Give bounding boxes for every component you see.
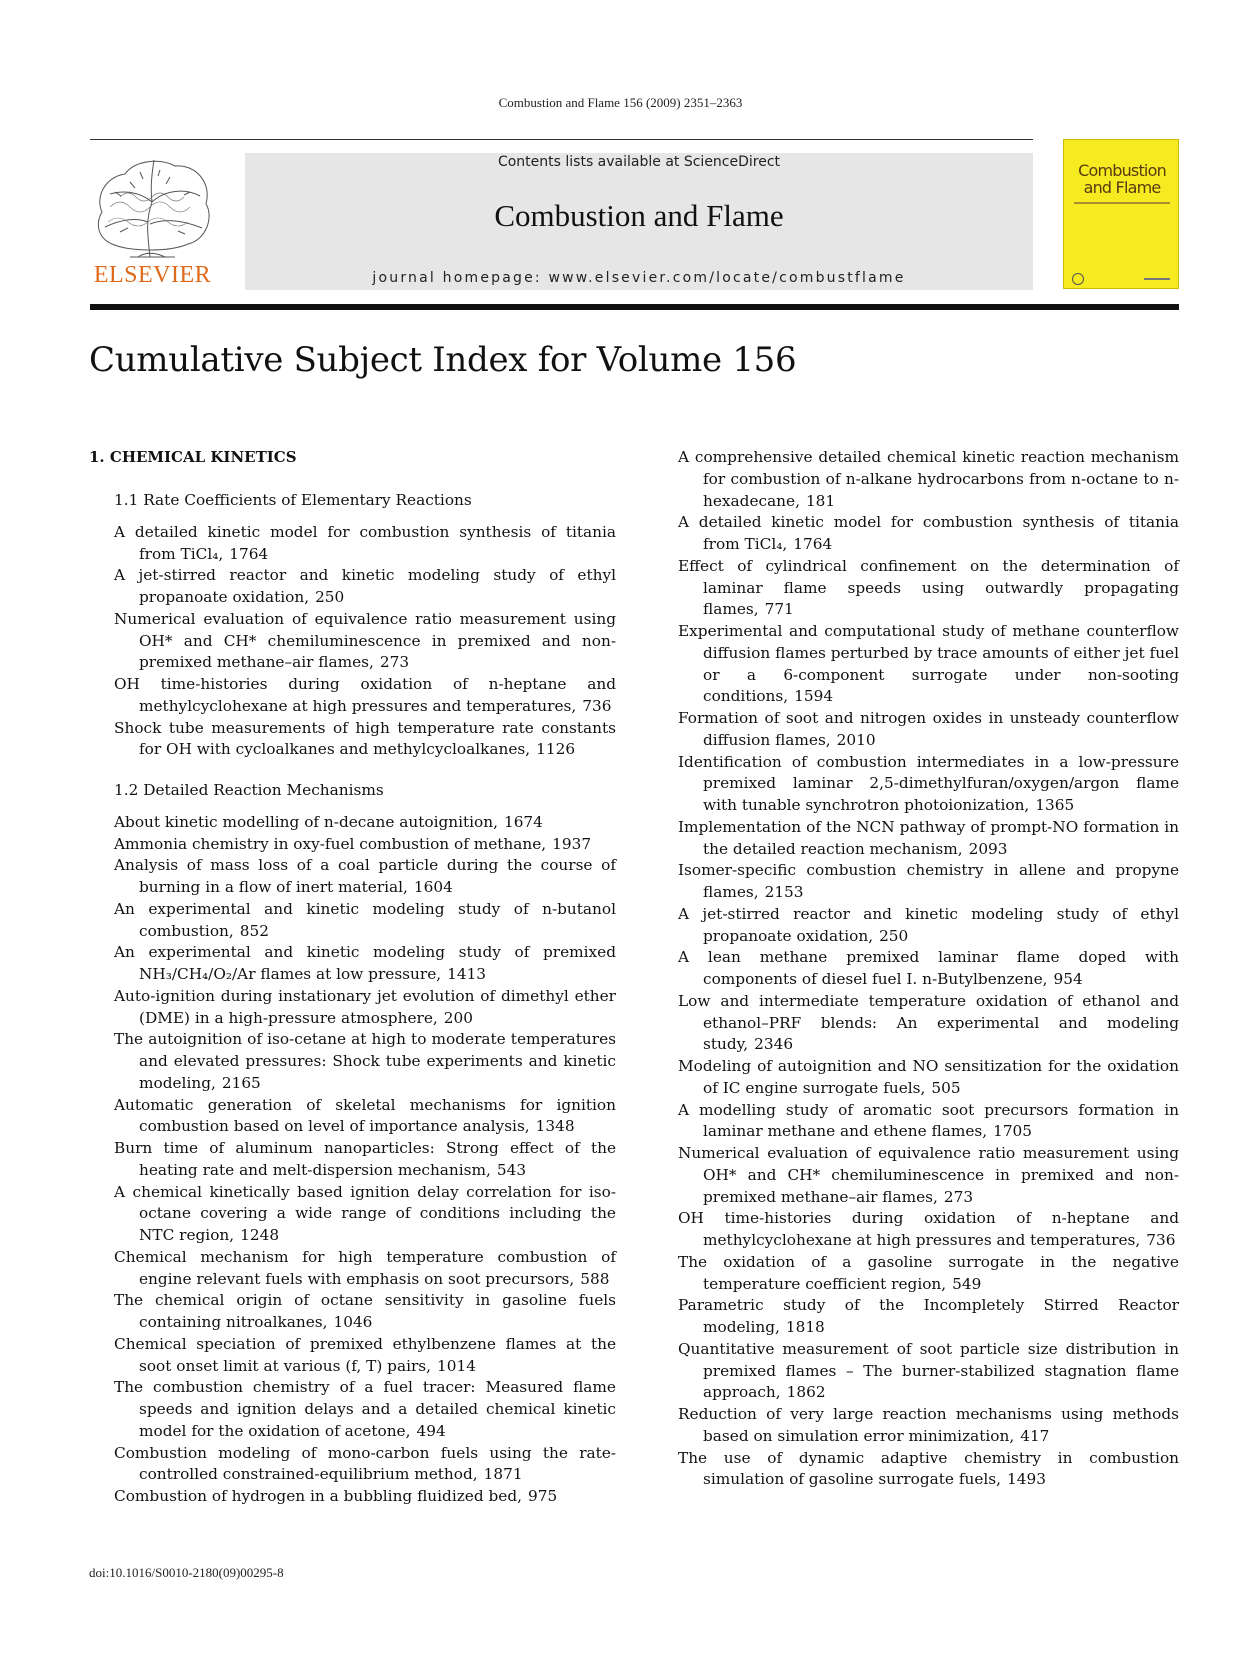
entry-page-number[interactable]: 1126 [536, 740, 576, 759]
entry-page-number[interactable]: 736 [582, 696, 612, 715]
entry-page-number[interactable]: 1818 [785, 1318, 825, 1336]
entry-title: Chemical speciation of premixed ethylbenzene flames at the soot onset limit at various (f, T) pairs, [114, 1334, 616, 1375]
subsection-title: 1.2 Detailed Reaction Mechanisms [114, 781, 384, 799]
index-entry [114, 855, 616, 899]
entry-title: The oxidation of a gasoline surrogate in the negative temperature coefficient region, [678, 1252, 1179, 1293]
entry-title: Identification of combustion intermediates in a low-pressure premixed laminar 2,5-dimethylfuran/oxygen/argon flame with tunable synchrotron photoionization, [678, 752, 1179, 814]
page-title: Cumulative Subject Index for Volume 156 [89, 340, 797, 380]
entry-title: Formation of soot and nitrogen oxides in unsteady counterflow diffusion flames, [678, 709, 1179, 749]
entry-page-number[interactable]: 1604 [413, 878, 453, 896]
entry-page-number[interactable]: 1365 [1035, 796, 1075, 814]
entry-page-number[interactable]: 1764 [793, 535, 833, 553]
entry-page-number[interactable]: 1046 [333, 1313, 373, 1331]
entry-title: An experimental and kinetic modeling study of n-butanol combustion, [114, 899, 616, 940]
entry-page-number[interactable]: 200 [443, 1008, 473, 1027]
index-entry [114, 1377, 616, 1442]
entry-title: A lean methane premixed laminar flame doped with components of diesel fuel I. n-Butylbenzene, [678, 948, 1179, 988]
entry-title: A comprehensive detailed chemical kinetic reaction mechanism for combustion of n-alkane hydrocarbons from n-octane to n-hexadecane, [678, 448, 1179, 510]
journal-cover-thumbnail [1063, 139, 1179, 289]
index-entry [114, 1138, 616, 1182]
journal-banner [245, 153, 1033, 290]
index-entry [678, 817, 1179, 861]
entry-title: Numerical evaluation of equivalence ratio measurement using OH* and CH* chemiluminescence in premixed and non-premixed methane–air flames, [678, 1144, 1179, 1206]
index-entry [114, 609, 616, 674]
entry-title: Reduction of very large reaction mechanisms using methods based on simulation error minimization, [678, 1405, 1179, 1445]
index-entry [114, 1443, 616, 1487]
entry-title: A jet-stirred reactor and kinetic modeling study of ethyl propanoate oxidation, [114, 566, 616, 606]
index-entry [678, 860, 1179, 904]
index-entry [678, 1252, 1179, 1296]
entry-page-number[interactable]: 2346 [754, 1035, 794, 1054]
index-entry [114, 674, 616, 718]
entry-page-number[interactable]: 954 [1053, 970, 1083, 988]
entry-page-number[interactable]: 1493 [1007, 1470, 1046, 1489]
entry-title: OH time-histories during oxidation of n-heptane and methylcyclohexane at high pressures and temperatures, [114, 675, 616, 715]
entry-page-number[interactable]: 505 [931, 1078, 961, 1097]
entry-title: Isomer-specific combustion chemistry in allene and propyne flames, [678, 861, 1179, 901]
entry-title: Low and intermediate temperature oxidation of ethanol and ethanol–PRF blends: An experimental and modeling study, [678, 991, 1179, 1054]
entry-title: Ammonia chemistry in oxy-fuel combustion of methane, [114, 834, 547, 853]
index-entry [678, 752, 1179, 817]
contents-available-line [245, 153, 1033, 170]
journal-citation: Combustion and Flame 156 (2009) 2351–2363 [498, 95, 743, 110]
entry-page-number[interactable]: 273 [943, 1187, 974, 1206]
index-entry [114, 812, 616, 834]
entry-page-number[interactable]: 2153 [764, 883, 804, 901]
entry-page-number[interactable]: 1764 [229, 544, 269, 563]
index-entry [114, 1486, 616, 1508]
entry-page-number[interactable]: 273 [379, 653, 410, 672]
index-entry [114, 522, 616, 566]
index-entry [114, 834, 616, 856]
entry-list [114, 812, 616, 1508]
entry-page-number[interactable]: 2010 [836, 730, 876, 749]
entry-title: A detailed kinetic model for combustion synthesis of titania from TiCl₄, [678, 513, 1179, 553]
entry-page-number[interactable]: 1862 [786, 1383, 826, 1402]
entry-title: Combustion modeling of mono-carbon fuels using the rate-controlled constrained-equilibrium method, [114, 1443, 616, 1484]
entry-title: Automatic generation of skeletal mechanisms for ignition combustion based on level of importance analysis, [114, 1095, 616, 1136]
index-entry [678, 1404, 1179, 1448]
index-entry [678, 621, 1179, 708]
index-entry [678, 1208, 1179, 1252]
index-entry [678, 904, 1179, 948]
entry-page-number[interactable]: 1348 [535, 1117, 575, 1136]
entry-title: Chemical mechanism for high temperature combustion of engine relevant fuels with emphasis on soot precursors, [114, 1247, 616, 1288]
entry-title: The use of dynamic adaptive chemistry in combustion simulation of gasoline surrogate fuels, [678, 1448, 1179, 1489]
index-entry [114, 1095, 616, 1139]
title-rule [90, 304, 1179, 310]
index-entry [114, 1247, 616, 1291]
index-entry [678, 1100, 1179, 1144]
right-column [678, 447, 1179, 1491]
entry-page-number[interactable]: 549 [952, 1274, 982, 1293]
index-entry [114, 899, 616, 943]
entry-page-number[interactable]: 1413 [447, 965, 487, 983]
index-entry [678, 708, 1179, 752]
elsevier-wordmark: ELSEVIER [93, 262, 212, 288]
journal-homepage[interactable]: journal homepage: www.elsevier.com/locate/combustflame [372, 270, 906, 286]
entry-title: A jet-stirred reactor and kinetic modeling study of ethyl propanoate oxidation, [678, 904, 1179, 945]
entry-page-number[interactable]: 543 [496, 1160, 527, 1179]
entry-list [114, 522, 616, 761]
entry-page-number[interactable]: 771 [764, 600, 794, 619]
cover-emblem-icon [1072, 273, 1084, 285]
index-entry [114, 942, 616, 986]
entry-page-number[interactable]: 2093 [968, 839, 1008, 858]
index-entry [678, 947, 1179, 991]
entry-page-number[interactable]: 1871 [483, 1465, 523, 1484]
entry-page-number[interactable]: 494 [416, 1421, 446, 1440]
entry-page-number[interactable]: 1705 [993, 1122, 1033, 1141]
entry-title: An experimental and kinetic modeling study of premixed NH₃/CH₄/O₂/Ar flames at low pressure, [114, 943, 616, 983]
entry-title: Effect of cylindrical confinement on the determination of laminar flame speeds using outwardly propagating flames, [678, 556, 1179, 619]
journal-name: Combustion and Flame [494, 198, 784, 233]
index-entry [114, 565, 616, 609]
entry-page-number[interactable]: 1014 [437, 1356, 476, 1375]
entry-page-number[interactable]: 250 [315, 588, 345, 606]
entry-title: Numerical evaluation of equivalence ratio measurement using OH* and CH* chemiluminescence in premixed and non-premixed methane–air flames, [114, 609, 616, 672]
entry-title: Auto-ignition during instationary jet evolution of dimethyl ether (DME) in a high-pressure atmosphere, [114, 986, 616, 1027]
entry-title: Parametric study of the Incompletely Stirred Reactor modeling, [678, 1296, 1179, 1336]
entry-title: OH time-histories during oxidation of n-heptane and methylcyclohexane at high pressures and temperatures, [678, 1209, 1179, 1249]
cover-title [1064, 162, 1180, 196]
index-entry [678, 512, 1179, 556]
subsection-title: 1.1 Rate Coefficients of Elementary Reactions [114, 491, 472, 509]
index-entry [678, 1056, 1179, 1100]
entry-title: A detailed kinetic model for combustion synthesis of titania from TiCl₄, [114, 522, 616, 563]
entry-title: A modelling study of aromatic soot precursors formation in laminar methane and ethene flames, [678, 1100, 1179, 1141]
entry-title: The combustion chemistry of a fuel tracer: Measured flame speeds and ignition delays and a detailed chemical kinetic model for the oxidation of acetone, [114, 1378, 616, 1440]
entry-page-number[interactable]: 1937 [552, 834, 592, 853]
index-entry [678, 1448, 1179, 1492]
entry-title: A chemical kinetically based ignition delay correlation for iso-octane covering a wide range of conditions including the NTC region, [114, 1182, 616, 1244]
section-heading: 1. CHEMICAL KINETICS [89, 448, 297, 466]
index-entry [114, 1182, 616, 1247]
index-entry [114, 1029, 616, 1094]
entry-page-number[interactable]: 250 [879, 926, 909, 945]
cover-title-line1: Combustion [1078, 161, 1166, 180]
entry-title: About kinetic modelling of n-decane autoignition, [114, 812, 498, 831]
entry-page-number[interactable]: 975 [527, 1487, 558, 1505]
entry-title: Shock tube measurements of high temperature rate constants for OH with cycloalkanes and methylcycloalkanes, [114, 718, 616, 759]
entry-title: Experimental and computational study of methane counterflow diffusion flames perturbed by trace amounts of either jet fuel or a 6-component surrogate under non-sooting conditions, [678, 622, 1179, 706]
index-entry [678, 1143, 1179, 1208]
entry-title: Modeling of autoignition and NO sensitization for the oxidation of IC engine surrogate fuels, [678, 1057, 1179, 1097]
cover-publisher-mark [1144, 278, 1170, 280]
doi-footer: doi:10.1016/S0010-2180(09)00295-8 [89, 1565, 284, 1580]
entry-page-number[interactable]: 1248 [240, 1226, 280, 1244]
entry-title: Burn time of aluminum nanoparticles: Strong effect of the heating rate and melt-dispersion mechanism, [114, 1139, 616, 1179]
index-entry [114, 1334, 616, 1378]
entry-page-number[interactable]: 417 [1020, 1426, 1050, 1445]
index-entry [678, 1339, 1179, 1404]
index-entry [114, 986, 616, 1030]
entry-title: Analysis of mass loss of a coal particle during the course of burning in a flow of inert material, [114, 856, 616, 896]
cover-title-line2: and Flame [1083, 178, 1161, 197]
header-rule [90, 139, 1033, 140]
entry-title: Quantitative measurement of soot particle size distribution in premixed flames – The burner-stabilized stagnation flame approach, [678, 1339, 1179, 1402]
contents-text: Contents lists available at ScienceDirect [497, 154, 781, 170]
entry-page-number[interactable]: 736 [1146, 1231, 1176, 1249]
entry-title: The autoignition of iso-cetane at high to moderate temperatures and elevated pressures: Shock tube experiments and kinetic modeling, [114, 1030, 616, 1092]
entry-page-number[interactable]: 1594 [794, 687, 834, 706]
index-entry [114, 718, 616, 762]
index-entry [114, 1290, 616, 1334]
entry-page-number[interactable]: 181 [805, 491, 836, 510]
index-entry [678, 991, 1179, 1056]
left-column [114, 490, 616, 1508]
entry-page-number[interactable]: 588 [580, 1269, 610, 1288]
entry-title: Combustion of hydrogen in a bubbling fluidized bed, [114, 1487, 522, 1505]
entry-page-number[interactable]: 1674 [503, 812, 543, 831]
index-entry [678, 556, 1179, 621]
index-entry [678, 1295, 1179, 1339]
entry-title: The chemical origin of octane sensitivity in gasoline fuels containing nitroalkanes, [114, 1291, 616, 1331]
entry-page-number[interactable]: 852 [239, 921, 269, 940]
entry-page-number[interactable]: 2165 [221, 1073, 261, 1092]
entry-title: Implementation of the NCN pathway of prompt-NO formation in the detailed reaction mechanism, [678, 817, 1179, 858]
entry-list [678, 447, 1179, 1491]
index-entry [678, 447, 1179, 512]
cover-subtitle-rule [1074, 202, 1170, 204]
